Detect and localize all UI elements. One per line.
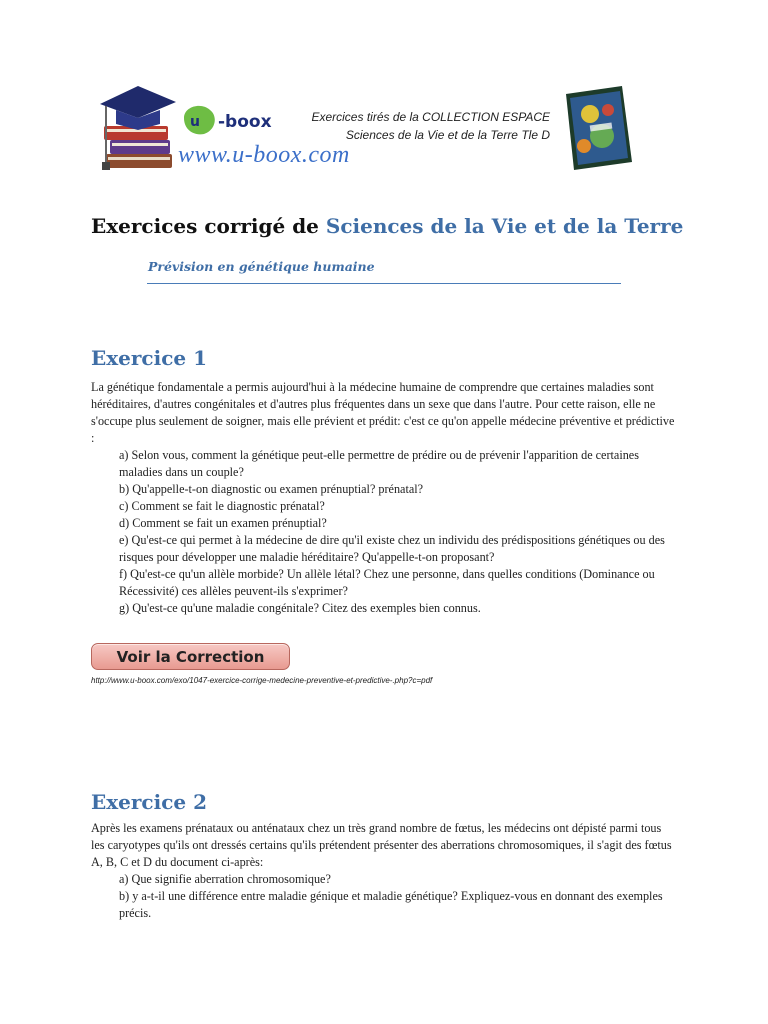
svg-text:u: u xyxy=(190,114,200,130)
question-a: a) Que signifie aberration chromosomique? xyxy=(119,872,331,886)
question-b: b) y a-t-il une différence entre maladie génique et maladie génétique? Expliquez-vous en donnant des exemples précis. xyxy=(119,889,663,920)
book-cover-image xyxy=(560,84,638,172)
question-b: b) Qu'appelle-t-on diagnostic ou examen prénuptial? prénatal? xyxy=(119,482,424,496)
title-subject: Sciences de la Vie et de la Terre xyxy=(325,214,684,238)
correction-link[interactable]: http://www.u-boox.com/exo/1047-exercice-corrige-medecine-preventive-et-predictive-.php?c=pdf xyxy=(91,676,433,685)
question-g: g) Qu'est-ce qu'une maladie congénitale? Citez des exemples bien connus. xyxy=(119,601,481,615)
tagline-line-2: Sciences de la Vie et de la Terre Tle D xyxy=(345,128,550,142)
exercice-1-body xyxy=(91,379,676,617)
question-e: e) Qu'est-ce qui permet à la médecine de dire qu'il existe chez un individu des prédispositions génétiques ou des risques pour développer une maladie héréditaire? Qu'appelle-t-on proposant? xyxy=(119,533,665,564)
question-f: f) Qu'est-ce qu'un allèle morbide? Un allèle létal? Chez une personne, dans quelles conditions (Dominance ou Récessivité) ces allèles peuvent-ils s'exprimer? xyxy=(119,567,655,598)
voir-correction-button[interactable]: Voir la Correction xyxy=(91,643,290,670)
subtitle-divider xyxy=(147,283,621,284)
question-a: a) Selon vous, comment la génétique peut-elle permettre de prédire ou de prévenir l'apparition de certaines maladies dans un couple? xyxy=(119,448,639,479)
question-c: c) Comment se fait le diagnostic prénatal? xyxy=(119,499,325,513)
title-prefix: Exercices corrigé de xyxy=(91,214,326,238)
exercice-2-questions xyxy=(91,871,676,922)
tagline-line-1: Exercices tirés de la COLLECTION ESPACE xyxy=(311,110,550,124)
site-url[interactable]: www.u-boox.com xyxy=(178,142,350,168)
exercice-1-questions xyxy=(91,447,676,617)
document-subtitle: Prévision en génétique humaine xyxy=(148,259,375,274)
logo-text: -boox xyxy=(218,112,272,132)
document-title xyxy=(91,214,683,238)
exercice-1-intro: La génétique fondamentale a permis aujourd'hui à la médecine humaine de comprendre que certaines maladies sont héréditaires, d'autres congénitales et d'autres plus fréquentes dans un sexe que dans l'autre. Pour cette raison, elle ne s'occupe plus seulement de soigner, mais elle prévient et prédit: c'est ce qu'on appelle médecine préventive et prédictive : xyxy=(91,380,675,445)
exercice-2-heading: Exercice 2 xyxy=(91,790,207,814)
exercice-1-heading: Exercice 1 xyxy=(91,346,207,370)
question-d: d) Comment se fait un examen prénuptial? xyxy=(119,516,327,530)
book-cover-icon xyxy=(560,84,638,172)
exercice-2-intro: Après les examens prénataux ou anténataux chez un très grand nombre de fœtus, les médecins ont dépisté parmi tous les caryotypes qu'ils ont dressés certains qu'ils prétendent présenter des aberrations chromosomiques, il s'agit des fœtus A, B, C et D du document ci-après: xyxy=(91,821,672,869)
collection-tagline xyxy=(311,108,550,144)
exercice-2-body xyxy=(91,820,676,922)
